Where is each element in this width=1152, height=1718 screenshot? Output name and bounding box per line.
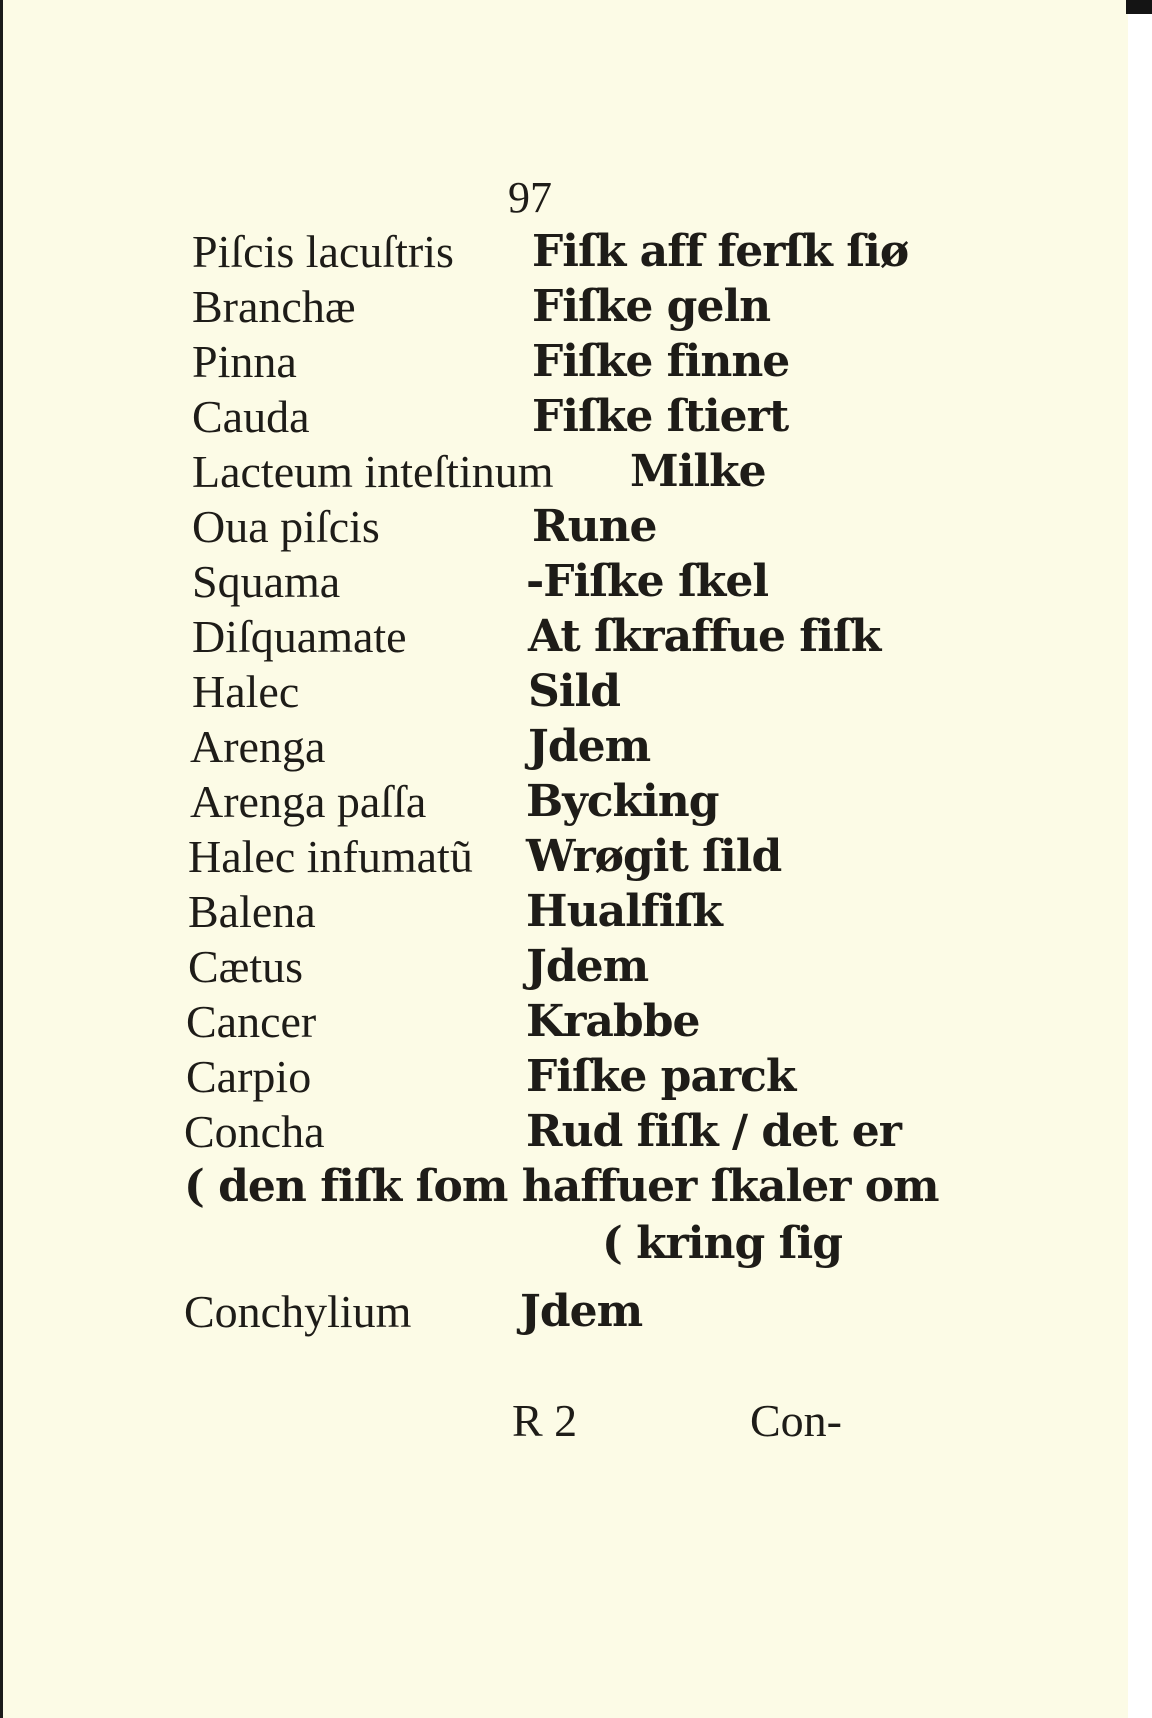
danish-term: Fiſke parck: [526, 1051, 796, 1102]
danish-term: Fiſke ſtiert: [532, 391, 789, 442]
signature-mark: R 2: [512, 1395, 578, 1446]
definition-continuation: ( kring ſig: [602, 1218, 843, 1269]
catchword: Con-: [750, 1395, 842, 1446]
latin-term: Cauda: [192, 391, 310, 442]
danish-term: Rune: [532, 501, 657, 552]
latin-term: Arenga: [190, 721, 326, 772]
page-edge-shadow: [0, 0, 3, 1718]
latin-term: Cætus: [188, 941, 304, 992]
page-number: 97: [508, 173, 552, 222]
danish-term: -Fiſke ſkel: [526, 556, 769, 607]
scan-margin: [1128, 0, 1152, 1718]
latin-term: Arenga paſſa: [190, 776, 427, 827]
danish-term: Fiſke geln: [532, 281, 771, 332]
danish-term: Jdem: [528, 721, 651, 772]
latin-term: Halec infumatũ: [188, 831, 473, 882]
latin-term: Cancer: [186, 996, 317, 1047]
definition-continuation: ( den fiſk ſom haffuer ſkaler om: [184, 1161, 939, 1212]
danish-term: At ſkraffue fiſk: [528, 611, 881, 662]
latin-term: Piſcis lacuſtris: [192, 226, 454, 277]
latin-term: Carpio: [186, 1051, 312, 1102]
latin-term: Conchylium: [184, 1286, 412, 1337]
danish-term: Hualfiſk: [526, 886, 722, 937]
danish-term: Jdem: [526, 941, 649, 992]
danish-term: Rud fiſk / det er: [526, 1106, 901, 1157]
latin-term: Lacteum inteſtinum: [192, 446, 554, 497]
danish-term: Jdem: [520, 1286, 643, 1337]
danish-term: Krabbe: [526, 996, 700, 1047]
latin-term: Oua piſcis: [192, 501, 380, 552]
danish-term: Fiſk aff ferſk ſiø: [532, 226, 909, 277]
scan-corner-mark: [1126, 0, 1152, 14]
latin-term: Pinna: [192, 336, 297, 387]
latin-term: Branchæ: [192, 281, 356, 332]
latin-term: Halec: [192, 666, 300, 717]
latin-term: Squama: [192, 556, 341, 607]
danish-term: Wrøgit ſild: [526, 831, 782, 882]
danish-term: Sild: [528, 666, 620, 717]
danish-term: Fiſke finne: [532, 336, 790, 387]
danish-term: Milke: [630, 446, 766, 497]
latin-term: Diſquamate: [192, 611, 407, 662]
danish-term: Bycking: [526, 776, 719, 827]
latin-term: Balena: [188, 886, 316, 937]
latin-term: Concha: [184, 1106, 325, 1157]
